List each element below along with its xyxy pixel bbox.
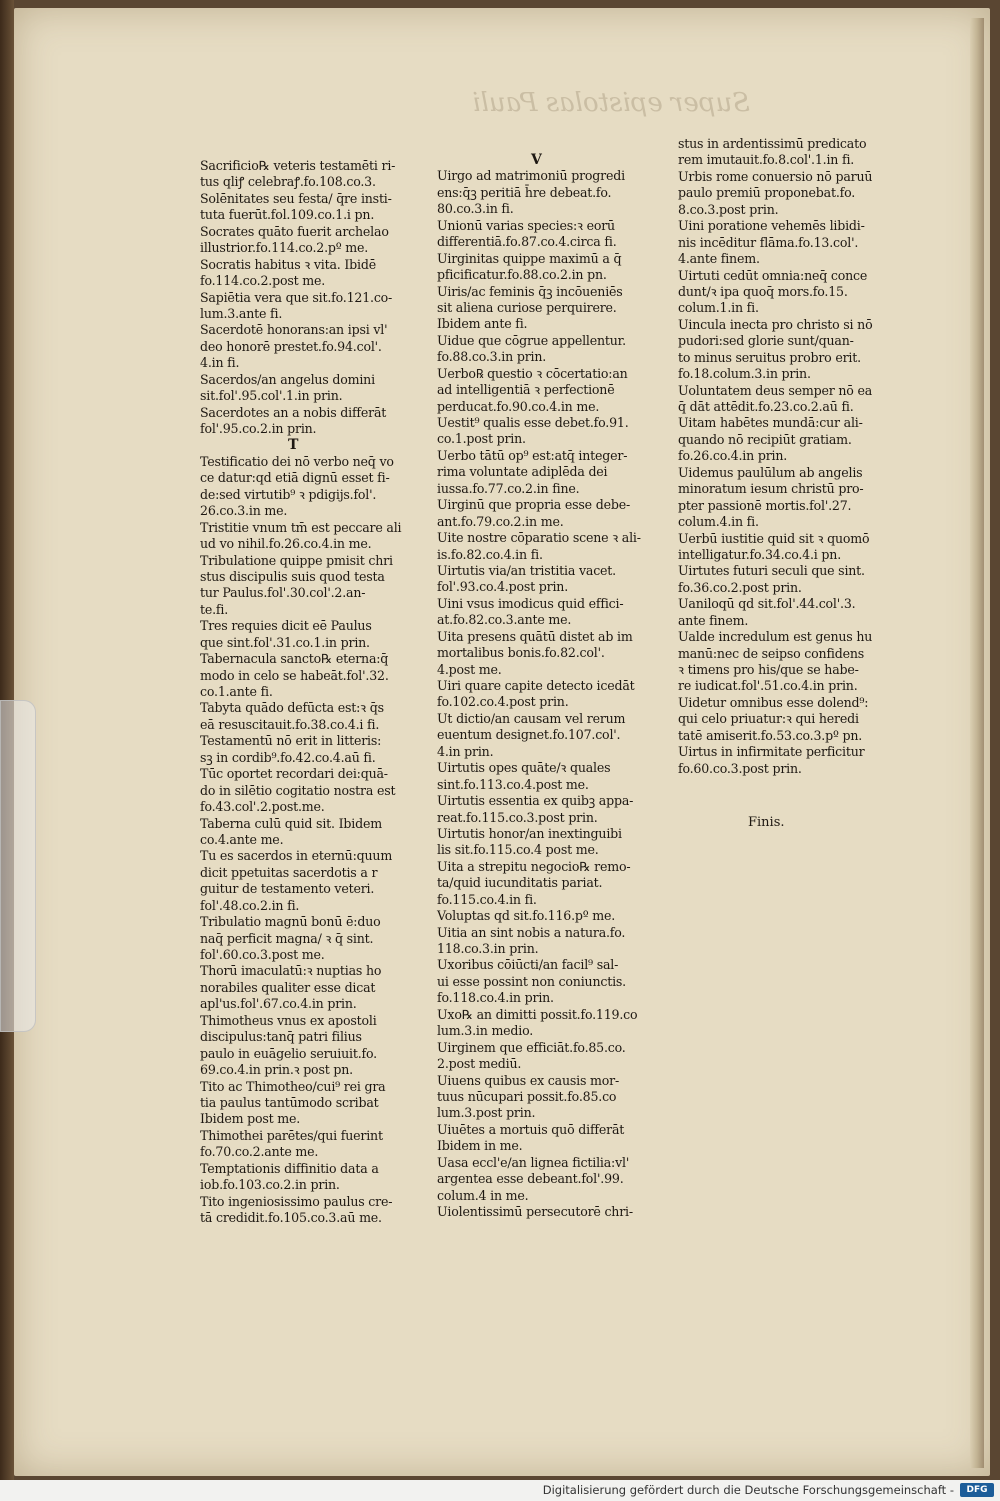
index-entry-line: ante finem. [678,612,749,628]
index-entry-line: Voluptas qd sit.fo.116.pº me. [437,908,616,924]
index-entry-line: de:sed virtutib⁹ ꝛ pdigijs.fol'. [200,486,377,502]
index-entry-line: tuta fuerūt.fol.109.co.1.i pn. [200,207,375,223]
index-entry-line: 4.post me. [437,661,502,677]
index-entry-line: do in silētio cogitatio nostra est [200,782,396,798]
index-entry-line: Tabernacula sancto℞ eterna:q̄ [200,651,389,667]
index-entry-line: Ibidem post me. [200,1111,301,1127]
index-entry-line: dunt/ꝛ ipa quoq̄ mors.fo.15. [678,283,848,299]
index-column-2 [437,152,661,1220]
index-entry-line: Uidemus paulūlum ab angelis [678,464,863,480]
index-entry-line: ud vo nihil.fo.26.co.4.in me. [200,536,372,552]
index-entry-line: Tribulatione quippe pmisit chri [200,552,393,568]
index-entry-line: discipulus:tanq̄ patri filius [200,1029,362,1045]
index-entry-line: tia paulus tantūmodo scribat [200,1094,379,1110]
index-entry-line: apl'us.fol'.67.co.4.in prin. [200,996,357,1012]
index-entry-line: differentiā.fo.87.co.4.circa fi. [437,234,617,250]
index-entry-line: euentum designet.fo.107.col'. [437,727,621,743]
index-entry-line: Testamentū nō erit in litteris: [200,733,382,749]
page-clip [0,700,36,1032]
index-entry-line: 4.ante finem. [678,251,760,267]
index-entry-line: ꝛ timens pro his/que se habe- [678,662,859,677]
index-entry-line: to minus seruitus probro erit. [678,349,861,365]
index-entry-line: 4.in fi. [200,355,240,371]
index-letter-heading: V [531,152,542,168]
index-entry-line: Uirtuti cedūt omnia:neq̄ conce [678,267,868,283]
index-entry-line: lis sit.fo.115.co.4 post me. [437,842,599,858]
index-entry-line: Uini poratione vehemēs libidi- [678,218,865,234]
index-entry-line: Tribulatio magnū bonū ē:duo [200,914,381,930]
index-entry-line: Uerbū iustitie quid sit ꝛ quomō [678,530,870,546]
index-entry-line: argentea esse debeant.fol'.99. [437,1171,624,1187]
index-column-3 [678,136,908,777]
index-entry-line: Uiuētes a mortuis quō differāt [437,1121,625,1137]
index-entry-line: Uirtutis essentia ex quibꝫ appa- [437,793,634,809]
index-entry-line: ad intelligentiā ꝛ perfectionē [437,382,615,398]
index-entry-line: Uiuens quibus ex causis mor- [437,1072,620,1088]
index-entry-line: ant.fo.79.co.2.in me. [437,513,564,529]
index-entry-line: Uasa eccl'e/an lignea fictilia:vl' [437,1154,630,1170]
index-entry-line: 8.co.3.post prin. [678,201,779,217]
index-entry-line: Temptationis diffinitio data a [200,1160,379,1176]
index-entry-line: Socrates quāto fuerit archelao [200,223,389,239]
index-entry-line: Uerbo℞ questio ꝛ cōcertatio:an [437,365,628,381]
index-entry-line: Uerbo tātū op⁹ est:atq̄ integer- [437,447,628,463]
index-entry-line: lum.3.post prin. [437,1105,536,1121]
index-entry-line: tatē amiserit.fo.53.co.3.pº pn. [678,727,863,743]
bleed-through-header: Super epistolas Pauli [472,88,750,118]
index-entry-line: sint.fo.113.co.4.post me. [437,776,589,792]
footer-credit-text: Digitalisierung gefördert durch die Deutsche Forschungsgemeinschaft - [542,1483,954,1497]
index-entry-line: Uiri quare capite detecto icedāt [437,678,635,693]
index-entry-line: intelligatur.fo.34.co.4.i pn. [678,546,842,562]
index-entry-line: Uitia an sint nobis a natura.fo. [437,924,626,940]
index-entry-line: Urbis rome conuersio nō paruū [678,168,873,184]
index-entry-line: Uirtus in infirmitate perficitur [678,744,865,760]
index-entry-line: eā resuscitauit.fo.38.co.4.i fi. [200,716,380,732]
index-entry-line: Socratis habitus ꝛ vita. Ibidē [200,256,376,272]
index-entry-line: fo.118.co.4.in prin. [437,990,554,1006]
index-entry-line: ui esse possint non coniunctis. [437,973,626,989]
index-entry-line: sit.fol'.95.col'.1.in prin. [200,388,343,404]
index-entry-line: Ibidem ante fi. [437,316,528,332]
index-entry-line: stus in ardentissimū predicato [678,136,867,151]
index-entry-line: Uirginitas quippe maximū a q̄ [437,250,622,266]
index-entry-line: reat.fo.115.co.3.post prin. [437,809,598,825]
index-entry-line: rem imutauit.fo.8.col'.1.in fi. [678,152,855,168]
index-entry-line: fol'.95.co.2.in prin. [200,421,317,436]
index-entry-line: Sacerdos/an angelus domini [200,371,375,387]
index-entry-line: fo.60.co.3.post prin. [678,760,802,776]
index-entry-line: co.1.ante fi. [200,684,273,699]
index-entry-line: dicit ppetuitas sacerdotis a r [200,864,378,880]
index-entry-line: Uita presens quātū distet ab im [437,628,633,644]
index-entry-line: qui celo priuatur:ꝛ qui heredi [678,711,859,727]
index-entry-line: is.fo.82.co.4.in fi. [437,546,543,562]
index-entry-line: norabiles qualiter esse dicat [200,979,376,995]
index-entry-line: Tu es sacerdos in eternū:quum [200,848,393,864]
index-entry-line: fol'.93.co.4.post prin. [437,579,568,595]
index-entry-line: naq̄ perficit magna/ ꝛ q̄ sint. [200,930,374,946]
index-entry-line: Uirtutes futuri seculi que sint. [678,563,865,579]
index-entry-line: Solēnitates seu festa/ q̄re insti- [200,190,392,206]
footer-bar [0,1480,1000,1501]
index-entry-line: re iudicat.fol'.51.co.4.in prin. [678,678,858,694]
index-entry-line: 2.post mediū. [437,1056,522,1072]
index-entry-line: ta/quid iucunditatis pariat. [437,875,603,891]
index-entry-line: pficificatur.fo.88.co.2.in pn. [437,267,607,283]
index-entry-line: colum.4 in me. [437,1187,529,1203]
index-entry-line: Sacerdotē honorans:an ipsi vl' [200,322,388,338]
index-entry-line: fo.43.col'.2.post.me. [200,799,325,815]
index-entry-line: deo honorē prestet.fo.94.col'. [200,338,382,354]
index-entry-line: Testificatio dei nō verbo neq̄ vo [200,453,394,469]
index-entry-line: Uirtutis via/an tristitia vacet. [437,562,616,578]
index-entry-line: 69.co.4.in prin.ꝛ post pn. [200,1062,353,1078]
index-entry-line: pudori:sed glorie sunt/quan- [678,333,854,349]
index-entry-line: stus discipulis suis quod testa [200,568,385,584]
index-entry-line: colum.1.in fi. [678,300,759,316]
index-entry-line: fol'.60.co.3.post me. [200,947,325,962]
index-entry-line: illustrior.fo.114.co.2.pº me. [200,240,369,256]
index-entry-line: 118.co.3.in prin. [437,941,539,956]
index-entry-line: rima voluntate adiplēda dei [437,464,608,480]
index-entry-line: Uirgo ad matrimoniū progredi [437,168,625,184]
index-entry-line: q̄ dāt attēdit.fo.23.co.2.aū fi. [678,399,854,414]
index-entry-line: ens:q̄ꝫ peritiā h̄re debeat.fo. [437,184,612,200]
index-entry-line: Tres requies dicit eē Paulus [200,618,372,634]
index-entry-line: Uitam habētes mundā:cur ali- [678,415,863,431]
index-entry-line: fo.88.co.3.in prin. [437,349,547,365]
index-entry-line: paulo premiū proponebat.fo. [678,185,856,201]
index-entry-line: Uidue que cōgrue appellentur. [437,332,626,348]
index-entry-line: ce datur:qd etiā dignū esset fi- [200,470,390,486]
index-entry-line: Uidetur omnibus esse dolend⁹: [678,694,869,710]
index-entry-line: guitur de testamento veteri. [200,881,375,897]
index-entry-line: tus qliꝭ celebraꝭ.fo.108.co.3. [200,174,376,190]
index-entry-line: fo.26.co.4.in prin. [678,448,788,464]
index-entry-line: 80.co.3.in fi. [437,201,514,217]
index-entry-line: Uoluntatem deus semper nō ea [678,382,873,398]
index-entry-line: co.4.ante me. [200,831,284,847]
index-entry-line: Uaniloqū qd sit.fol'.44.col'.3. [678,596,856,612]
index-entry-line: Thimothei parētes/qui fuerint [200,1127,383,1143]
index-entry-line: tā credidit.fo.105.co.3.aū me. [200,1210,382,1225]
index-entry-line: 4.in prin. [437,743,494,759]
index-entry-line: modo in celo se habeāt.fol'.32. [200,667,389,683]
index-entry-line: perducat.fo.90.co.4.in me. [437,398,600,414]
index-entry-line: Uite nostre cōparatio scene ꝛ ali- [437,530,641,546]
index-entry-line: at.fo.82.co.3.ante me. [437,612,572,628]
index-entry-line: mortalibus bonis.fo.82.col'. [437,645,605,661]
index-entry-line: iussa.fo.77.co.2.in fine. [437,480,580,496]
index-entry-line: iob.fo.103.co.2.in prin. [200,1177,340,1193]
index-entry-line: tuus nūcupari possit.fo.85.co [437,1088,617,1104]
index-entry-line: Uirtutis opes quāte/ꝛ quales [437,760,611,776]
index-entry-line: quando nō recipiūt gratiam. [678,431,852,447]
index-entry-line: Tito ac Thimotheo/cui⁹ rei gra [200,1078,386,1094]
index-entry-line: co.1.post prin. [437,431,526,447]
index-entry-line: fo.36.co.2.post prin. [678,579,802,595]
index-entry-line: Uincula inecta pro christo si nō [678,316,873,332]
index-entry-line: Sacerdotes an a nobis differāt [200,404,387,420]
index-entry-line: Uxo℞ an dimitti possit.fo.119.co [437,1006,638,1022]
index-entry-line: sit aliena curiose perquirere. [437,299,617,315]
index-entry-line: colum.4.in fi. [678,514,759,530]
index-entry-line: Tūc oportet recordari dei:quā- [200,766,388,782]
index-entry-line: Thimotheus vnus ex apostoli [200,1012,377,1028]
index-entry-line: Uestit⁹ qualis esse debet.fo.91. [437,415,629,430]
index-entry-line: Tristitie vnum tm̄ est peccare ali [200,519,402,535]
index-entry-line: Uita a strepitu negocio℞ remo- [437,858,631,874]
index-entry-line: fol'.48.co.2.in fi. [200,897,300,913]
index-entry-line: que sint.fol'.31.co.1.in prin. [200,634,370,650]
index-entry-line: Uirtutis honor/an inextinguibi [437,825,622,841]
index-entry-line: Tabyta quādo defūcta est:ꝛ q̄s [200,700,384,716]
index-entry-line: nis incēditur flāma.fo.13.col'. [678,234,859,250]
index-entry-line: Uirginem que efficiāt.fo.85.co. [437,1039,626,1055]
index-entry-line: tur Paulus.fol'.30.col'.2.an- [200,585,366,601]
index-entry-line: Uxoribus cōiūcti/an facil⁹ sal- [437,957,619,973]
index-entry-line: Unionū varias species:ꝛ eorū [437,217,615,233]
index-entry-line: 26.co.3.in me. [200,503,288,519]
index-entry-line: Taberna culū quid sit. Ibidem [200,815,382,831]
index-entry-line: Ut dictio/an causam vel rerum [437,710,626,726]
index-entry-line: Tito ingeniosissimo paulus cre- [200,1193,393,1209]
index-entry-line: Uiris/ac feminis q̄ꝫ incōueniēs [437,283,623,299]
index-entry-line: fo.18.colum.3.in prin. [678,366,811,382]
index-entry-line: Uiolentissimū persecutorē chri- [437,1204,633,1219]
index-entry-line: Ualde incredulum est genus hu [678,629,873,645]
index-entry-line: Sacrificio℞ veteris testamēti ri- [200,158,396,173]
index-entry-line: fo.114.co.2.post me. [200,273,326,289]
index-column-1 [200,158,422,1226]
index-entry-line: Uirginū que propria esse debe- [437,497,631,513]
index-entry-line: sꝫ in cordib⁹.fo.42.co.4.aū fi. [200,749,376,765]
index-entry-line: Uini vsus imodicus quid effici- [437,595,624,611]
index-entry-line: Ibidem in me. [437,1138,523,1154]
index-entry-line: te.fi. [200,601,229,617]
index-entry-line: manū:nec de seipso confidens [678,645,865,661]
index-entry-line: Sapiētia vera que sit.fo.121.co- [200,289,393,305]
index-entry-line: pter passionē mortis.fol'.27. [678,497,852,513]
index-entry-line: paulo in euāgelio seruiuit.fo. [200,1045,377,1061]
index-entry-line: Thorū imaculatū:ꝛ nuptias ho [200,963,382,979]
index-entry-line: fo.70.co.2.ante me. [200,1144,319,1160]
index-letter-heading: T [288,437,299,454]
finis-text: Finis. [748,815,785,830]
dfg-logo: DFG [960,1483,994,1497]
index-entry-line: minoratum iesum christū pro- [678,481,864,497]
index-entry-line: lum.3.ante fi. [200,305,283,321]
index-entry-line: lum.3.in medio. [437,1023,534,1039]
index-entry-line: fo.115.co.4.in fi. [437,891,537,907]
page-edge-shadow [970,18,984,1468]
index-entry-line: fo.102.co.4.post prin. [437,694,569,710]
